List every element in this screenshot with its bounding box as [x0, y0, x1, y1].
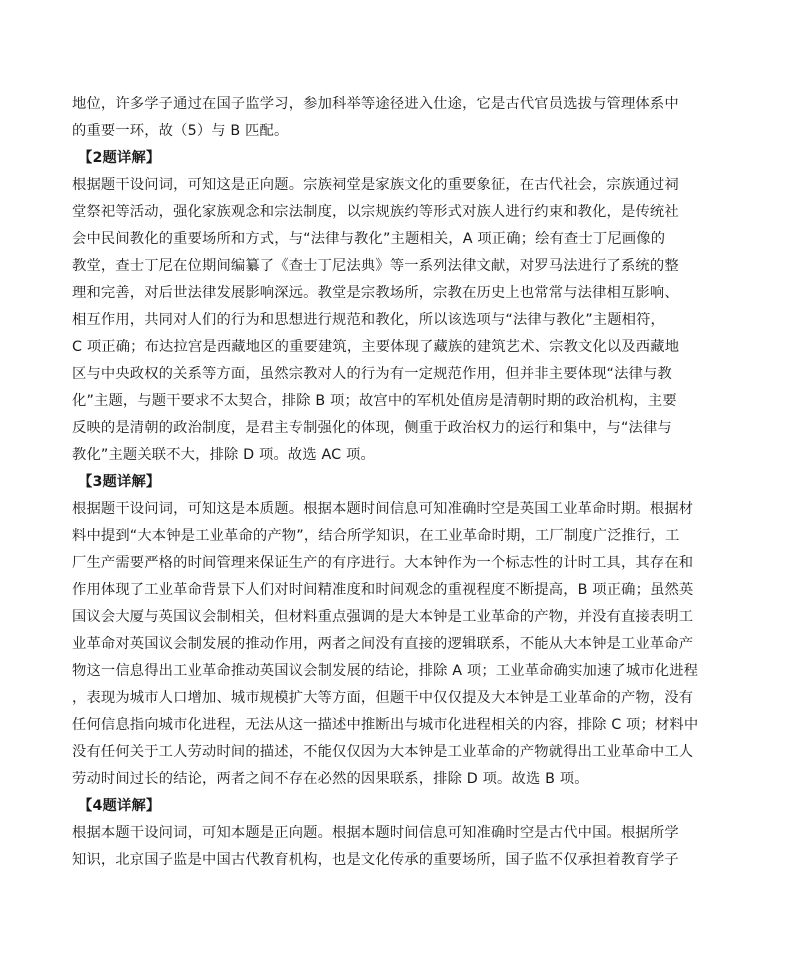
paragraph-line: 业革命对英国议会制发展的推动作用，两者之间没有直接的逻辑联系，不能从大本钟是工业革命产 — [72, 636, 694, 652]
paragraph-line: 教化”主题关联不大，排除 D 项。故选 AC 项。 — [72, 447, 375, 463]
paragraph-line: 国议会大厦与英国议会制相关，但材料重点强调的是大本钟是工业革命的产物，并没有直接表明工 — [72, 609, 694, 625]
paragraph-line: 化”主题，与题干要求不太契合，排除 B 项；故宫中的军机处值房是清朝时期的政治机构，主要 — [72, 393, 677, 409]
section-heading-q4: 【4题详解】 — [78, 798, 161, 814]
paragraph-line: 物这一信息得出工业革命推动英国议会制发展的结论，排除 A 项；工业革命确实加速了城市化进程 — [72, 663, 699, 679]
section-heading-q2: 【2题详解】 — [78, 150, 161, 166]
paragraph-line: 的重要一环，故（5）与 B 匹配。 — [72, 123, 289, 139]
paragraph-line: 根据本题干设问词，可知本题是正向题。根据本题时间信息可知准确时空是古代中国。根据所学 — [72, 825, 679, 841]
paragraph-line: 区与中央政权的关系等方面，虽然宗教对人的行为有一定规范作用，但并非主要体现“法律与教 — [72, 366, 672, 382]
paragraph-line: 劳动时间过长的结论，两者之间不存在必然的因果联系，排除 D 项。故选 B 项。 — [72, 771, 589, 787]
paragraph-line: 厂生产需要严格的时间管理来保证生产的有序进行。大本钟作为一个标志性的计时工具，其存在和 — [72, 555, 694, 571]
paragraph-line: 教堂，查士丁尼在位期间编纂了《查士丁尼法典》等一系列法律文献，对罗马法进行了系统的整 — [72, 258, 679, 274]
paragraph-line: 根据题干设问词，可知这是正向题。宗族祠堂是家族文化的重要象征，在古代社会，宗族通过祠 — [72, 177, 679, 193]
paragraph-line: ，表现为城市人口增加、城市规模扩大等方面，但题干中仅仅提及大本钟是工业革命的产物，没有 — [72, 690, 694, 706]
paragraph-line: 没有任何关于工人劳动时间的描述，不能仅仅因为大本钟是工业革命的产物就得出工业革命中工人 — [72, 744, 694, 760]
paragraph-line: 理和完善，对后世法律发展影响深远。教堂是宗教场所，宗教在历史上也常常与法律相互影响、 — [72, 285, 679, 301]
paragraph-line: 反映的是清朝的政治制度，是君主专制强化的体现，侧重于政治权力的运行和集中，与“法律与 — [72, 420, 672, 436]
paragraph-line: 根据题干设问词，可知这是本质题。根据本题时间信息可知准确时空是英国工业革命时期。根据材 — [72, 501, 694, 517]
paragraph-line: 任何信息指向城市化进程，无法从这一描述中推断出与城市化进程相关的内容，排除 C 项；材料中 — [72, 717, 699, 733]
paragraph-line: 地位，许多学子通过在国子监学习，参加科举等途径进入仕途，它是古代官员选拔与管理体系中 — [72, 96, 679, 112]
paragraph-line: 堂祭祀等活动，强化家族观念和宗法制度，以宗规族约等形式对族人进行约束和教化，是传统社 — [72, 204, 679, 220]
paragraph-line: 相互作用，共同对人们的行为和思想进行规范和教化，所以该选项与“法律与教化”主题相符， — [72, 312, 665, 328]
paragraph-line: 会中民间教化的重要场所和方式，与“法律与教化”主题相关，A 项正确；绘有查士丁尼画像的 — [72, 231, 666, 247]
paragraph-line: C 项正确；布达拉宫是西藏地区的重要建筑，主要体现了藏族的建筑艺术、宗教文化以及西藏地 — [72, 339, 680, 355]
paragraph-line: 知识，北京国子监是中国古代教育机构，也是文化传承的重要场所，国子监不仅承担着教育学子 — [72, 852, 679, 868]
section-heading-q3: 【3题详解】 — [78, 474, 161, 490]
paragraph-line: 料中提到“大本钟是工业革命的产物”，结合所学知识，在工业革命时期，工厂制度广泛推行，工 — [72, 528, 680, 544]
paragraph-line: 作用体现了工业革命背景下人们对时间精准度和时间观念的重视程度不断提高，B 项正确；虽然英 — [72, 582, 694, 598]
